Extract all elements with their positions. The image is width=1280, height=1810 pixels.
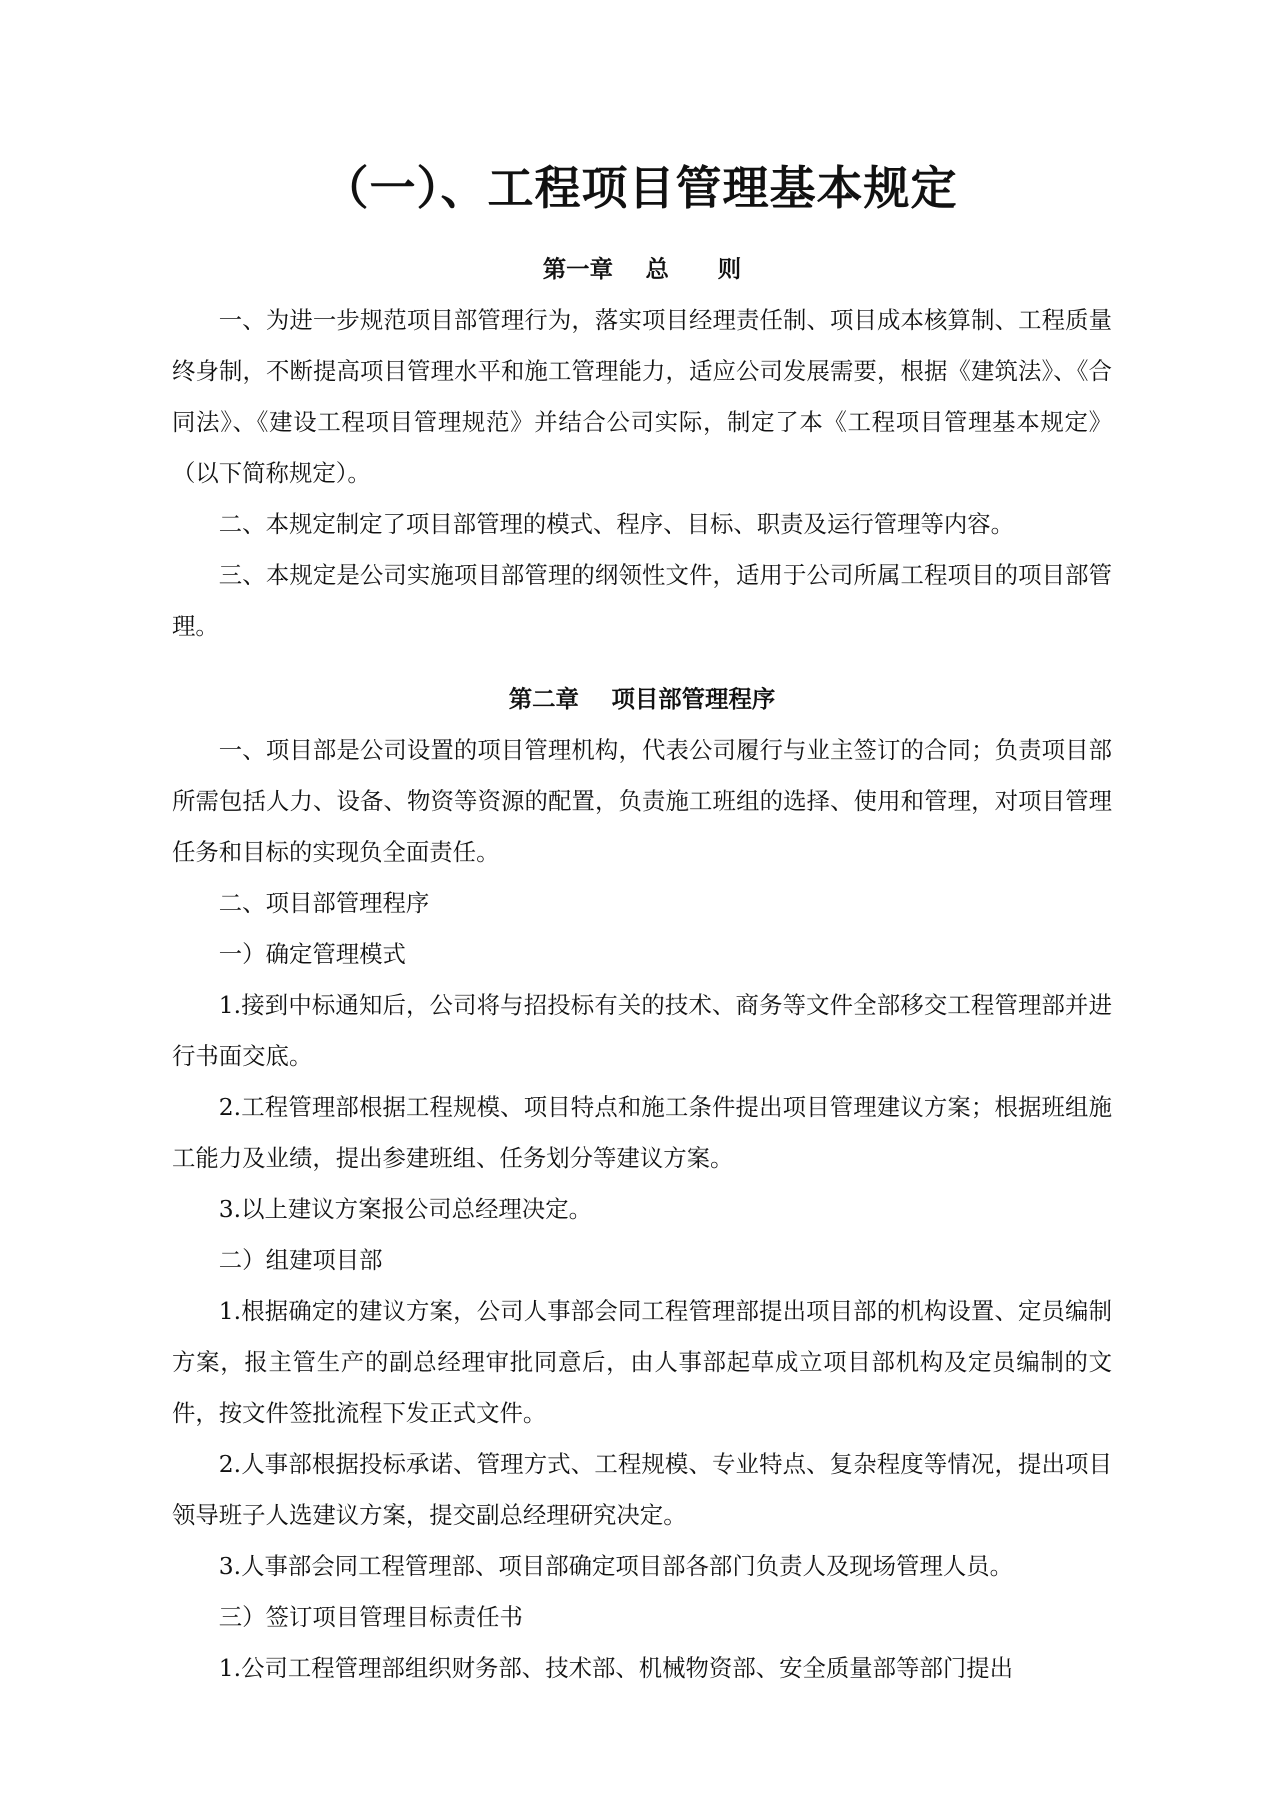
chapter-2-paragraph: 二）组建项目部 <box>218 1246 383 1274</box>
chapter-2-paragraph: 2.人事部根据投标承诺、管理方式、工程规模、专业特点、复杂程度等情况，提出项目领导班子人选建议方案，提交副总经理研究决定。 <box>172 1450 1112 1529</box>
chapter-1-paragraph: 二、本规定制定了项目部管理的模式、程序、目标、职责及运行管理等内容。 <box>218 510 1015 538</box>
document-body <box>172 244 1112 1694</box>
chapter-2-paragraph: 1.公司工程管理部组织财务部、技术部、机械物资部、安全质量部等部门提出 <box>218 1654 1014 1682</box>
chapter-2-paragraph: 二、项目部管理程序 <box>218 889 430 917</box>
chapter-1-heading: 第一章 总 则 <box>542 255 742 283</box>
chapter-1-paragraph: 一、为进一步规范项目部管理行为，落实项目经理责任制、项目成本核算制、工程质量终身制，不断提高项目管理水平和施工管理能力，适应公司发展需要，根据《建筑法》、《合同法》、《建设工程项目管理规范》并结合公司实际，制定了本《工程项目管理基本规定》（以下简称规定）。 <box>172 306 1112 487</box>
chapter-2-paragraph: 三）签订项目管理目标责任书 <box>218 1603 523 1631</box>
chapter-2-paragraph: 3.以上建议方案报公司总经理决定。 <box>218 1195 592 1223</box>
chapter-2-paragraph: 3.人事部会同工程管理部、项目部确定项目部各部门负责人及现场管理人员。 <box>218 1552 1014 1580</box>
chapter-2-paragraph: 一、项目部是公司设置的项目管理机构，代表公司履行与业主签订的合同；负责项目部所需包括人力、设备、物资等资源的配置，负责施工班组的选择、使用和管理，对项目管理任务和目标的实现负全面责任。 <box>172 736 1112 866</box>
chapter-2-heading: 第二章 项目部管理程序 <box>508 685 776 713</box>
chapter-2-paragraph: 1.接到中标通知后，公司将与招投标有关的技术、商务等文件全部移交工程管理部并进行书面交底。 <box>172 991 1112 1070</box>
document-title: （一）、工程项目管理基本规定 <box>322 161 958 215</box>
chapter-2-paragraph: 1.根据确定的建议方案，公司人事部会同工程管理部提出项目部的机构设置、定员编制方案，报主管生产的副总经理审批同意后，由人事部起草成立项目部机构及定员编制的文件，按文件签批流程下发正式文件。 <box>172 1297 1112 1427</box>
chapter-2-paragraph: 2.工程管理部根据工程规模、项目特点和施工条件提出项目管理建议方案；根据班组施工能力及业绩，提出参建班组、任务划分等建议方案。 <box>172 1093 1112 1172</box>
chapter-2-paragraph: 一）确定管理模式 <box>218 940 406 968</box>
chapter-1-paragraph: 三、本规定是公司实施项目部管理的纲领性文件，适用于公司所属工程项目的项目部管理。 <box>172 561 1112 640</box>
